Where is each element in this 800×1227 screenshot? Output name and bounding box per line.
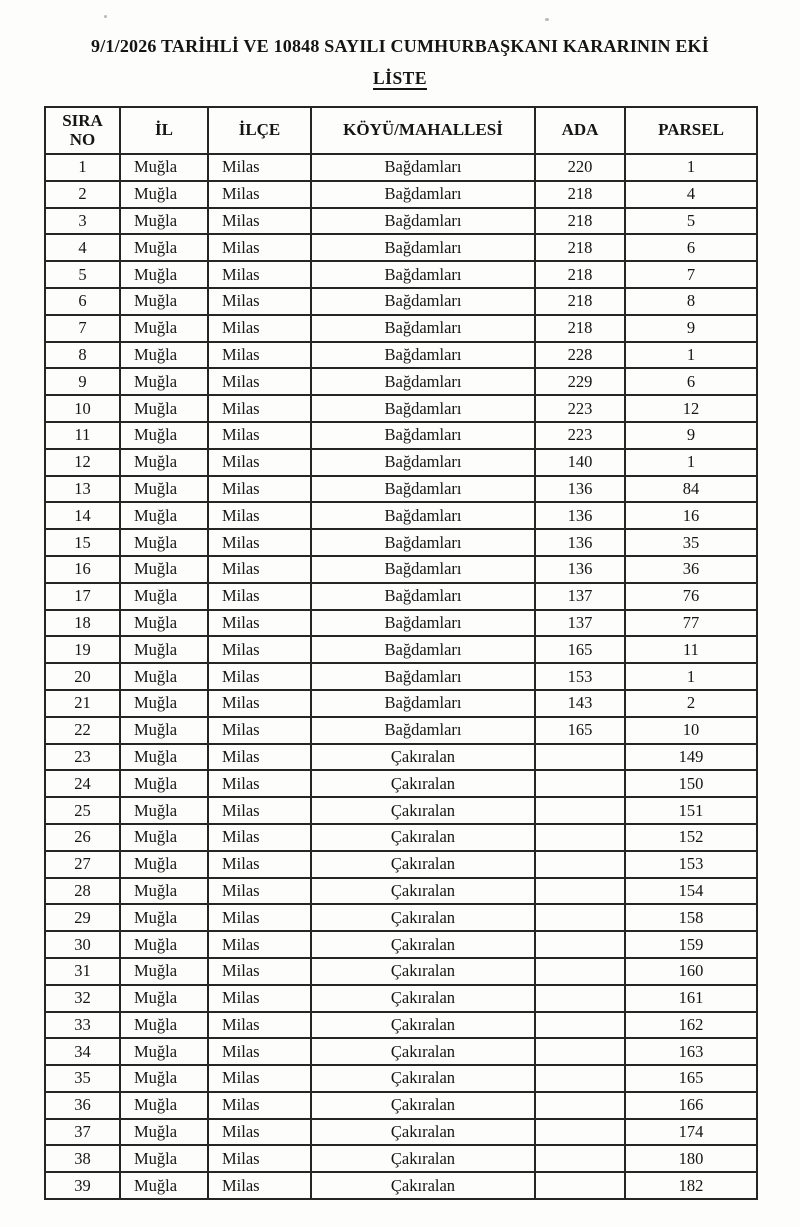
cell-sira-no: 18 (45, 610, 120, 637)
cell-koyu-mahallesi: Bağdamları (311, 368, 535, 395)
cell-ilce: Milas (208, 583, 311, 610)
cell-koyu-mahallesi: Çakıralan (311, 1012, 535, 1039)
cell-parsel: 2 (625, 690, 757, 717)
cell-parsel: 16 (625, 502, 757, 529)
table-row (45, 422, 757, 449)
cell-parsel: 150 (625, 770, 757, 797)
cell-ilce: Milas (208, 744, 311, 771)
cell-parsel: 152 (625, 824, 757, 851)
cell-sira-no: 16 (45, 556, 120, 583)
table-row (45, 529, 757, 556)
table-row (45, 851, 757, 878)
cell-sira-no: 13 (45, 476, 120, 503)
cell-ilce: Milas (208, 342, 311, 369)
cell-parsel: 161 (625, 985, 757, 1012)
cell-ada: 228 (535, 342, 625, 369)
cell-parsel: 1 (625, 663, 757, 690)
table-row (45, 315, 757, 342)
cell-koyu-mahallesi: Bağdamları (311, 234, 535, 261)
cell-il: Muğla (120, 744, 208, 771)
cell-parsel: 6 (625, 234, 757, 261)
cell-ada (535, 904, 625, 931)
cell-koyu-mahallesi: Bağdamları (311, 154, 535, 181)
cell-ilce: Milas (208, 234, 311, 261)
cell-parsel: 11 (625, 636, 757, 663)
cell-ilce: Milas (208, 797, 311, 824)
cell-koyu-mahallesi: Bağdamları (311, 342, 535, 369)
cell-sira-no: 1 (45, 154, 120, 181)
cell-ada: 223 (535, 395, 625, 422)
cell-ilce: Milas (208, 556, 311, 583)
cell-ada: 143 (535, 690, 625, 717)
cell-koyu-mahallesi: Çakıralan (311, 985, 535, 1012)
cell-sira-no: 3 (45, 208, 120, 235)
cell-koyu-mahallesi: Bağdamları (311, 449, 535, 476)
cell-il: Muğla (120, 1119, 208, 1146)
cell-koyu-mahallesi: Bağdamları (311, 717, 535, 744)
cell-il: Muğla (120, 797, 208, 824)
cell-sira-no: 12 (45, 449, 120, 476)
cell-sira-no: 2 (45, 181, 120, 208)
cell-sira-no: 22 (45, 717, 120, 744)
cell-parsel: 12 (625, 395, 757, 422)
cell-sira-no: 10 (45, 395, 120, 422)
cell-sira-no: 26 (45, 824, 120, 851)
table-row (45, 770, 757, 797)
cell-parsel: 166 (625, 1092, 757, 1119)
cell-koyu-mahallesi: Çakıralan (311, 1119, 535, 1146)
cell-ilce: Milas (208, 1145, 311, 1172)
cell-parsel: 151 (625, 797, 757, 824)
cell-ada: 218 (535, 208, 625, 235)
cell-ilce: Milas (208, 985, 311, 1012)
cell-ilce: Milas (208, 529, 311, 556)
table-row (45, 636, 757, 663)
cell-ilce: Milas (208, 904, 311, 931)
cell-koyu-mahallesi: Bağdamları (311, 395, 535, 422)
cell-sira-no: 30 (45, 931, 120, 958)
table-row (45, 1145, 757, 1172)
cell-ada (535, 1145, 625, 1172)
cell-il: Muğla (120, 636, 208, 663)
table-row (45, 1172, 757, 1199)
table-row (45, 744, 757, 771)
cell-il: Muğla (120, 1092, 208, 1119)
cell-parsel: 165 (625, 1065, 757, 1092)
cell-il: Muğla (120, 529, 208, 556)
cell-koyu-mahallesi: Çakıralan (311, 797, 535, 824)
cell-koyu-mahallesi: Bağdamları (311, 502, 535, 529)
parcel-table (44, 106, 758, 1200)
cell-parsel: 7 (625, 261, 757, 288)
cell-sira-no: 36 (45, 1092, 120, 1119)
cell-ilce: Milas (208, 824, 311, 851)
cell-il: Muğla (120, 851, 208, 878)
cell-il: Muğla (120, 181, 208, 208)
document-subtitle-text: LİSTE (372, 68, 428, 88)
cell-il: Muğla (120, 342, 208, 369)
cell-ada: 218 (535, 288, 625, 315)
cell-parsel: 5 (625, 208, 757, 235)
cell-koyu-mahallesi: Bağdamları (311, 556, 535, 583)
cell-ilce: Milas (208, 315, 311, 342)
cell-koyu-mahallesi: Çakıralan (311, 1145, 535, 1172)
col-header-koyu-mahallesi: KÖYÜ/MAHALLESİ (311, 107, 535, 154)
document-subtitle (0, 68, 800, 89)
cell-parsel: 162 (625, 1012, 757, 1039)
cell-koyu-mahallesi: Çakıralan (311, 744, 535, 771)
cell-sira-no: 11 (45, 422, 120, 449)
cell-koyu-mahallesi: Çakıralan (311, 1065, 535, 1092)
cell-sira-no: 5 (45, 261, 120, 288)
cell-sira-no: 31 (45, 958, 120, 985)
cell-il: Muğla (120, 449, 208, 476)
cell-ilce: Milas (208, 1172, 311, 1199)
cell-ada: 218 (535, 261, 625, 288)
cell-koyu-mahallesi: Bağdamları (311, 663, 535, 690)
cell-ada: 136 (535, 529, 625, 556)
cell-il: Muğla (120, 395, 208, 422)
table-body (45, 154, 757, 1199)
cell-sira-no: 25 (45, 797, 120, 824)
cell-koyu-mahallesi: Bağdamları (311, 181, 535, 208)
cell-ilce: Milas (208, 1012, 311, 1039)
cell-il: Muğla (120, 824, 208, 851)
cell-ada: 137 (535, 583, 625, 610)
cell-ilce: Milas (208, 288, 311, 315)
cell-ilce: Milas (208, 1065, 311, 1092)
cell-parsel: 10 (625, 717, 757, 744)
cell-sira-no: 35 (45, 1065, 120, 1092)
cell-il: Muğla (120, 208, 208, 235)
cell-ilce: Milas (208, 395, 311, 422)
cell-parsel: 9 (625, 315, 757, 342)
table-row (45, 931, 757, 958)
cell-il: Muğla (120, 878, 208, 905)
cell-ada (535, 824, 625, 851)
cell-ada: 153 (535, 663, 625, 690)
cell-il: Muğla (120, 717, 208, 744)
cell-koyu-mahallesi: Bağdamları (311, 583, 535, 610)
cell-il: Muğla (120, 610, 208, 637)
cell-ilce: Milas (208, 1119, 311, 1146)
cell-sira-no: 34 (45, 1038, 120, 1065)
table-row (45, 208, 757, 235)
cell-ada (535, 770, 625, 797)
cell-ada: 137 (535, 610, 625, 637)
table-row (45, 663, 757, 690)
cell-sira-no: 27 (45, 851, 120, 878)
cell-sira-no: 17 (45, 583, 120, 610)
cell-sira-no: 23 (45, 744, 120, 771)
table-row (45, 1065, 757, 1092)
table-row (45, 502, 757, 529)
cell-koyu-mahallesi: Çakıralan (311, 878, 535, 905)
cell-parsel: 182 (625, 1172, 757, 1199)
cell-ada: 218 (535, 315, 625, 342)
cell-parsel: 4 (625, 181, 757, 208)
cell-ilce: Milas (208, 181, 311, 208)
cell-ilce: Milas (208, 610, 311, 637)
cell-parsel: 1 (625, 449, 757, 476)
cell-ilce: Milas (208, 476, 311, 503)
cell-il: Muğla (120, 583, 208, 610)
cell-sira-no: 33 (45, 1012, 120, 1039)
cell-ada: 140 (535, 449, 625, 476)
table-header-row (45, 107, 757, 154)
table-row (45, 824, 757, 851)
table-row (45, 261, 757, 288)
table-row (45, 1119, 757, 1146)
cell-il: Muğla (120, 931, 208, 958)
cell-parsel: 149 (625, 744, 757, 771)
cell-ada: 218 (535, 181, 625, 208)
table-row (45, 797, 757, 824)
table-row (45, 181, 757, 208)
cell-il: Muğla (120, 234, 208, 261)
cell-koyu-mahallesi: Çakıralan (311, 770, 535, 797)
cell-il: Muğla (120, 502, 208, 529)
cell-il: Muğla (120, 476, 208, 503)
cell-ada (535, 1119, 625, 1146)
cell-sira-no: 7 (45, 315, 120, 342)
cell-ilce: Milas (208, 958, 311, 985)
table-row (45, 878, 757, 905)
cell-il: Muğla (120, 154, 208, 181)
cell-koyu-mahallesi: Bağdamları (311, 529, 535, 556)
cell-il: Muğla (120, 690, 208, 717)
table-row (45, 234, 757, 261)
cell-ada (535, 1092, 625, 1119)
cell-ada (535, 744, 625, 771)
cell-sira-no: 28 (45, 878, 120, 905)
cell-parsel: 180 (625, 1145, 757, 1172)
cell-ilce: Milas (208, 931, 311, 958)
cell-il: Muğla (120, 315, 208, 342)
cell-koyu-mahallesi: Bağdamları (311, 315, 535, 342)
cell-sira-no: 38 (45, 1145, 120, 1172)
cell-ilce: Milas (208, 422, 311, 449)
cell-koyu-mahallesi: Çakıralan (311, 1172, 535, 1199)
table-row (45, 154, 757, 181)
cell-ada (535, 1172, 625, 1199)
cell-ada: 229 (535, 368, 625, 395)
cell-koyu-mahallesi: Bağdamları (311, 476, 535, 503)
cell-sira-no: 32 (45, 985, 120, 1012)
cell-il: Muğla (120, 261, 208, 288)
cell-ilce: Milas (208, 690, 311, 717)
cell-koyu-mahallesi: Bağdamları (311, 422, 535, 449)
cell-parsel: 35 (625, 529, 757, 556)
cell-parsel: 154 (625, 878, 757, 905)
cell-il: Muğla (120, 368, 208, 395)
cell-il: Muğla (120, 556, 208, 583)
cell-ada: 223 (535, 422, 625, 449)
cell-koyu-mahallesi: Çakıralan (311, 904, 535, 931)
table-row (45, 610, 757, 637)
cell-koyu-mahallesi: Bağdamları (311, 610, 535, 637)
cell-il: Muğla (120, 904, 208, 931)
cell-ilce: Milas (208, 851, 311, 878)
cell-il: Muğla (120, 663, 208, 690)
cell-parsel: 36 (625, 556, 757, 583)
table-row (45, 904, 757, 931)
cell-ada: 136 (535, 476, 625, 503)
cell-ilce: Milas (208, 208, 311, 235)
cell-sira-no: 20 (45, 663, 120, 690)
cell-koyu-mahallesi: Bağdamları (311, 261, 535, 288)
scan-artifact (545, 18, 549, 21)
table-row (45, 958, 757, 985)
table-row (45, 1092, 757, 1119)
cell-sira-no: 9 (45, 368, 120, 395)
cell-parsel: 160 (625, 958, 757, 985)
cell-il: Muğla (120, 958, 208, 985)
cell-ada: 165 (535, 717, 625, 744)
table-row (45, 395, 757, 422)
cell-il: Muğla (120, 1065, 208, 1092)
cell-ilce: Milas (208, 449, 311, 476)
cell-sira-no: 14 (45, 502, 120, 529)
table-row (45, 717, 757, 744)
cell-ada: 136 (535, 556, 625, 583)
cell-koyu-mahallesi: Bağdamları (311, 208, 535, 235)
cell-parsel: 77 (625, 610, 757, 637)
cell-il: Muğla (120, 422, 208, 449)
cell-parsel: 153 (625, 851, 757, 878)
cell-ada (535, 1065, 625, 1092)
cell-ada: 218 (535, 234, 625, 261)
cell-ada (535, 851, 625, 878)
cell-ilce: Milas (208, 154, 311, 181)
cell-parsel: 159 (625, 931, 757, 958)
cell-koyu-mahallesi: Çakıralan (311, 1038, 535, 1065)
table-row (45, 1012, 757, 1039)
table-row (45, 449, 757, 476)
cell-parsel: 1 (625, 154, 757, 181)
table-row (45, 690, 757, 717)
table-row (45, 476, 757, 503)
cell-ilce: Milas (208, 878, 311, 905)
table-row (45, 1038, 757, 1065)
col-header-parsel: PARSEL (625, 107, 757, 154)
cell-ada (535, 797, 625, 824)
cell-sira-no: 6 (45, 288, 120, 315)
cell-sira-no: 24 (45, 770, 120, 797)
cell-ada: 136 (535, 502, 625, 529)
cell-ada (535, 931, 625, 958)
cell-ilce: Milas (208, 1038, 311, 1065)
cell-sira-no: 37 (45, 1119, 120, 1146)
cell-ilce: Milas (208, 1092, 311, 1119)
cell-il: Muğla (120, 1012, 208, 1039)
cell-ilce: Milas (208, 717, 311, 744)
cell-koyu-mahallesi: Çakıralan (311, 824, 535, 851)
cell-ada: 165 (535, 636, 625, 663)
cell-ilce: Milas (208, 368, 311, 395)
cell-parsel: 8 (625, 288, 757, 315)
cell-koyu-mahallesi: Bağdamları (311, 636, 535, 663)
cell-parsel: 163 (625, 1038, 757, 1065)
cell-koyu-mahallesi: Çakıralan (311, 958, 535, 985)
col-header-ilce: İLÇE (208, 107, 311, 154)
col-header-il: İL (120, 107, 208, 154)
table-row (45, 583, 757, 610)
cell-ada (535, 1012, 625, 1039)
scan-artifact (104, 15, 107, 18)
table-row (45, 288, 757, 315)
cell-sira-no: 29 (45, 904, 120, 931)
cell-ada (535, 878, 625, 905)
cell-ilce: Milas (208, 261, 311, 288)
cell-parsel: 84 (625, 476, 757, 503)
cell-il: Muğla (120, 770, 208, 797)
cell-parsel: 9 (625, 422, 757, 449)
table-row (45, 556, 757, 583)
cell-ada: 220 (535, 154, 625, 181)
cell-koyu-mahallesi: Bağdamları (311, 690, 535, 717)
cell-il: Muğla (120, 1038, 208, 1065)
table-row (45, 342, 757, 369)
cell-parsel: 1 (625, 342, 757, 369)
col-header-ada: ADA (535, 107, 625, 154)
cell-parsel: 76 (625, 583, 757, 610)
col-header-sira-no: SIRA NO (45, 107, 120, 154)
cell-parsel: 174 (625, 1119, 757, 1146)
cell-ilce: Milas (208, 663, 311, 690)
cell-koyu-mahallesi: Çakıralan (311, 1092, 535, 1119)
cell-ada (535, 958, 625, 985)
cell-il: Muğla (120, 1172, 208, 1199)
cell-ada (535, 1038, 625, 1065)
cell-ilce: Milas (208, 502, 311, 529)
cell-sira-no: 4 (45, 234, 120, 261)
cell-il: Muğla (120, 985, 208, 1012)
cell-ilce: Milas (208, 636, 311, 663)
cell-koyu-mahallesi: Bağdamları (311, 288, 535, 315)
cell-ada (535, 985, 625, 1012)
cell-sira-no: 21 (45, 690, 120, 717)
cell-parsel: 158 (625, 904, 757, 931)
cell-il: Muğla (120, 1145, 208, 1172)
cell-sira-no: 19 (45, 636, 120, 663)
cell-il: Muğla (120, 288, 208, 315)
table-row (45, 985, 757, 1012)
cell-koyu-mahallesi: Çakıralan (311, 851, 535, 878)
cell-koyu-mahallesi: Çakıralan (311, 931, 535, 958)
cell-sira-no: 8 (45, 342, 120, 369)
table-row (45, 368, 757, 395)
document-title: 9/1/2026 TARİHLİ VE 10848 SAYILI CUMHURBAŞKANI KARARININ EKİ (91, 36, 709, 56)
cell-ilce: Milas (208, 770, 311, 797)
cell-sira-no: 39 (45, 1172, 120, 1199)
cell-parsel: 6 (625, 368, 757, 395)
cell-sira-no: 15 (45, 529, 120, 556)
